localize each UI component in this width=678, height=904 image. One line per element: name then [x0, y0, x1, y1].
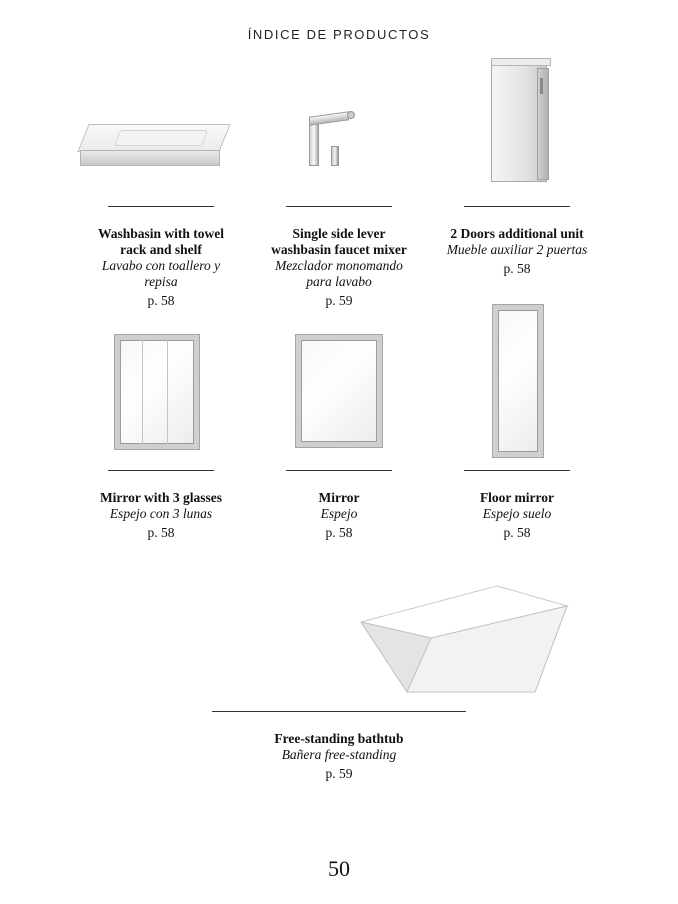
- product-title: Floor mirror: [479, 490, 555, 505]
- product-subtitle: Espejo: [320, 506, 358, 521]
- product-bathtub[interactable]: [209, 580, 469, 782]
- divider: [286, 206, 392, 207]
- product-page-ref: p. 58: [325, 525, 353, 540]
- product-mirror[interactable]: [249, 300, 429, 541]
- product-title: Mirror: [318, 490, 360, 505]
- product-subtitle: Bañera free-standing: [281, 747, 397, 762]
- floor-mirror-image: [427, 300, 607, 470]
- product-triple-mirror[interactable]: [71, 300, 251, 541]
- faucet-image: [249, 58, 429, 206]
- product-subtitle: Mezclador monomando para lavabo: [275, 258, 403, 289]
- triple-mirror-image: [71, 300, 251, 470]
- product-subtitle: Lavabo con toallero y repisa: [101, 258, 221, 289]
- product-page-ref: p. 58: [147, 293, 175, 308]
- product-page-ref: p. 59: [325, 293, 353, 308]
- product-faucet[interactable]: [249, 58, 429, 309]
- product-page-ref: p. 59: [325, 766, 353, 781]
- product-floor-mirror[interactable]: [427, 300, 607, 541]
- product-page-ref: p. 58: [147, 525, 175, 540]
- divider: [464, 206, 570, 207]
- page-number: 50: [328, 856, 350, 881]
- product-subtitle: Espejo con 3 lunas: [109, 506, 213, 521]
- product-page-ref: p. 58: [503, 525, 531, 540]
- divider: [108, 470, 214, 471]
- divider: [212, 711, 466, 712]
- product-cabinet[interactable]: [427, 58, 607, 277]
- product-title: Single side lever washbasin faucet mixer: [271, 226, 407, 257]
- divider: [108, 206, 214, 207]
- product-washbasin[interactable]: [71, 58, 251, 309]
- product-page-ref: p. 58: [503, 261, 531, 276]
- cabinet-image: [427, 58, 607, 206]
- washbasin-image: [71, 58, 251, 206]
- product-title: 2 Doors additional unit: [450, 226, 584, 241]
- product-subtitle: Espejo suelo: [482, 506, 552, 521]
- mirror-image: [249, 300, 429, 470]
- divider: [464, 470, 570, 471]
- divider: [286, 470, 392, 471]
- product-title: Free-standing bathtub: [274, 731, 404, 746]
- product-title: Washbasin with towel rack and shelf: [97, 226, 225, 257]
- product-title: Mirror with 3 glasses: [99, 490, 223, 505]
- product-subtitle: Mueble auxiliar 2 puertas: [446, 242, 588, 257]
- page-header: ÍNDICE DE PRODUCTOS: [247, 27, 431, 42]
- bathtub-image: [209, 580, 469, 711]
